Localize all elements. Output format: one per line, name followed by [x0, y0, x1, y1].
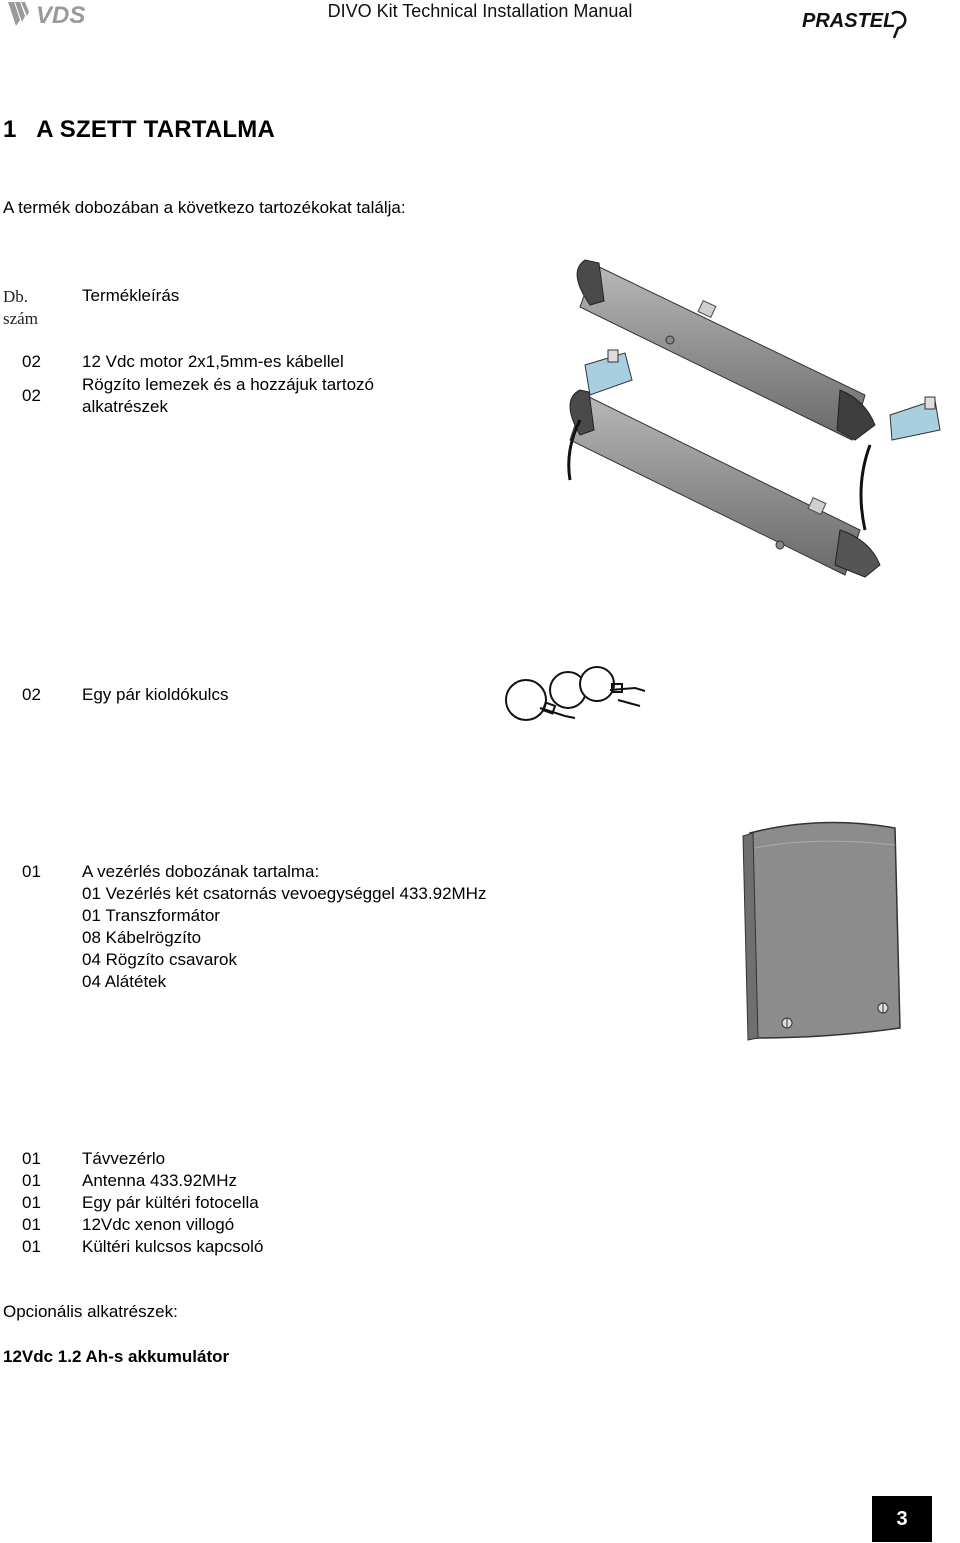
control-box-heading: A vezérlés dobozának tartalma: — [82, 862, 320, 881]
optional-heading: Opcionális alkatrészek: — [3, 1302, 178, 1321]
control-box-item: 08 Kábelrögzíto — [82, 928, 202, 947]
document-title: DIVO Kit Technical Installation Manual — [327, 1, 633, 21]
control-box-item: 04 Rögzíto csavarok — [82, 950, 237, 969]
desc-remote: Távvezérlo — [82, 1149, 166, 1168]
desc-key-switch: Kültéri kulcsos kapcsoló — [82, 1237, 264, 1256]
page-number: 3 — [872, 1496, 932, 1542]
qty-motor: 02 — [22, 352, 41, 371]
qty-brackets: 02 — [22, 386, 41, 405]
intro-text: A termék dobozában a következo tartozékokat találja: — [3, 198, 406, 217]
desc-keys: Egy pár kioldókulcs — [82, 685, 229, 704]
column-header-desc: Termékleírás — [82, 286, 180, 305]
motor-illustration — [540, 245, 960, 590]
column-header-qty-line1: Db. — [3, 287, 29, 306]
column-header-qty-line2: szám — [3, 309, 38, 328]
prastel-logo — [800, 2, 920, 40]
desc-brackets-line1: Rögzíto lemezek és a hozzájuk tartozó — [82, 375, 374, 394]
qty-key-switch: 01 — [22, 1237, 41, 1256]
qty-antenna: 01 — [22, 1171, 41, 1190]
desc-flasher: 12Vdc xenon villogó — [82, 1215, 235, 1234]
qty-flasher: 01 — [22, 1215, 41, 1234]
optional-item: 12Vdc 1.2 Ah-s akkumulátor — [3, 1347, 230, 1366]
column-header-qty — [3, 286, 38, 330]
svg-text:PRASTEL: PRASTEL — [802, 10, 896, 32]
control-box-item: 01 Vezérlés két csatornás vevoegységgel 433.92MHz — [82, 884, 487, 903]
desc-motor: 12 Vdc motor 2x1,5mm-es kábellel — [82, 352, 344, 371]
desc-antenna: Antenna 433.92MHz — [82, 1171, 237, 1190]
control-box-item: 04 Alátétek — [82, 972, 167, 991]
desc-brackets — [82, 374, 374, 418]
section-heading: 1 A SZETT TARTALMA — [3, 116, 275, 143]
keys-illustration — [500, 660, 650, 728]
qty-control-box: 01 — [22, 862, 41, 881]
control-box-item: 01 Transzformátor — [82, 906, 220, 925]
qty-remote: 01 — [22, 1149, 41, 1168]
desc-photocell: Egy pár kültéri fotocella — [82, 1193, 259, 1212]
desc-brackets-line2: alkatrészek — [82, 397, 168, 416]
qty-photocell: 01 — [22, 1193, 41, 1212]
svg-text:VDS: VDS — [36, 2, 86, 29]
qty-keys: 02 — [22, 685, 41, 704]
control-box-illustration — [735, 808, 915, 1048]
desc-control-box — [82, 861, 486, 993]
